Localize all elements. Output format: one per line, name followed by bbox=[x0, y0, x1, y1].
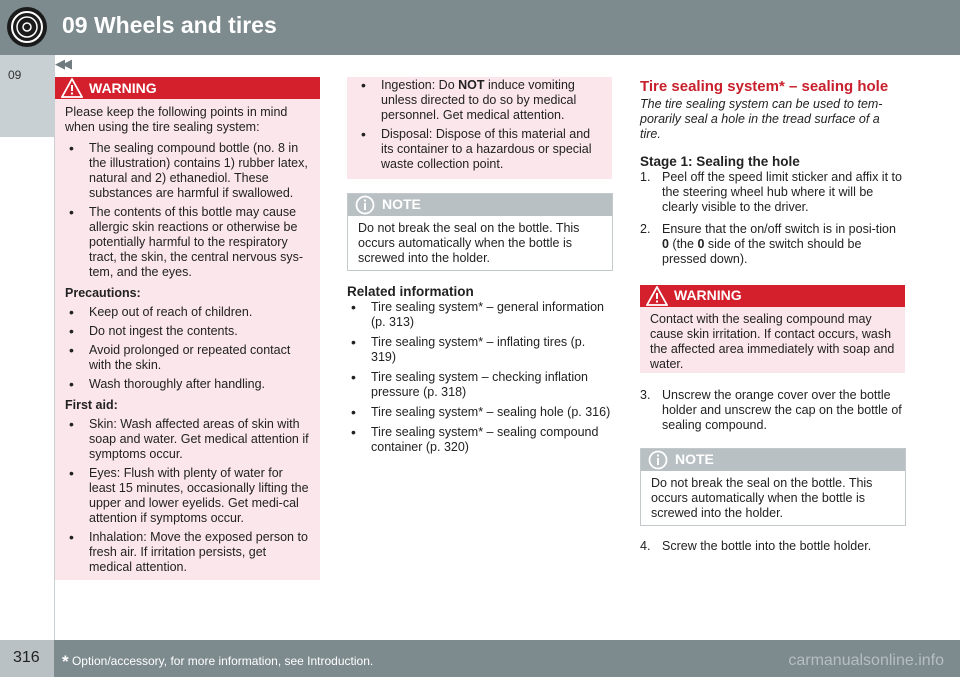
page-footer bbox=[0, 640, 960, 677]
info-icon bbox=[354, 195, 376, 215]
steps-list-a bbox=[640, 170, 905, 267]
list-item: • Keep out of reach of children. bbox=[65, 305, 310, 320]
list-item: • The sealing compound bottle (no. 8 in the illustration) contains 1) rubber latex, natural and 2) ethanediol. These substances are harmful if swallowed. bbox=[65, 141, 310, 201]
warning-text: Contact with the sealing compound may cause skin irritation. If contact occurs, wash the affected area immediately with soap and water. bbox=[650, 312, 895, 371]
warning-continuation-box bbox=[347, 77, 612, 179]
list-item: • Disposal: Dispose of this material and its container to a hazardous or special waste collection point. bbox=[357, 127, 602, 172]
list-item: • Eyes: Flush with plenty of water for least 15 minutes, occasionally lifting the upper and lower eyelids. Get medi-cal attention if symptoms occur. bbox=[65, 466, 310, 526]
note-heading: NOTE bbox=[675, 451, 714, 467]
step-item: 4. Screw the bottle into the bottle holder. bbox=[640, 539, 872, 553]
warning-intro: Please keep the following points in mind when using the tire sealing system: bbox=[65, 105, 288, 134]
warning-heading: WARNING bbox=[674, 287, 742, 303]
stage-heading: Stage 1: Sealing the hole bbox=[640, 154, 800, 169]
list-item: • Skin: Wash affected areas of skin with soap and water. Get medical attention if symptoms occur. bbox=[65, 417, 310, 462]
warning-triangle-icon bbox=[61, 78, 83, 98]
side-tab-label: 09 bbox=[8, 68, 22, 82]
step-item: 3. Unscrew the orange cover over the bottle holder and unscrew the cap on the bottle of sealing compound. bbox=[640, 388, 902, 432]
related-link[interactable]: • Tire sealing system* – general information (p. 313) bbox=[347, 300, 612, 330]
list-item: • The contents of this bottle may cause allergic skin reactions or otherwise be potentially harmful to the respiratory tract, the skin, the central nervous sys-tem, and the eyes. bbox=[65, 205, 310, 280]
first-aid-list bbox=[65, 417, 310, 575]
related-link[interactable]: • Tire sealing system* – sealing hole (p. 316) bbox=[347, 405, 612, 420]
note-heading: NOTE bbox=[382, 196, 421, 212]
warning-bullets bbox=[65, 141, 310, 280]
left-warning-box bbox=[55, 77, 320, 580]
related-link[interactable]: • Tire sealing system* – inflating tires (p. 319) bbox=[347, 335, 612, 365]
list-item: • Wash thoroughly after handling. bbox=[65, 377, 310, 392]
list-item: • Inhalation: Move the exposed person to fresh air. If irritation persists, get medical attention. bbox=[65, 530, 310, 575]
chapter-side-tab bbox=[0, 55, 54, 137]
precautions-list bbox=[65, 305, 310, 392]
related-link[interactable]: • Tire sealing system – checking inflation pressure (p. 318) bbox=[347, 370, 612, 400]
warning-continuation-list bbox=[347, 77, 612, 172]
warning-triangle-icon bbox=[646, 286, 668, 306]
related-link[interactable]: • Tire sealing system* – sealing compound container (p. 320) bbox=[347, 425, 612, 455]
list-item: • Ingestion: Do NOT induce vomiting unless directed to do so by medical personnel. Get medical attention. bbox=[357, 78, 602, 123]
info-icon bbox=[647, 450, 669, 470]
step-item: 2. Ensure that the on/off switch is in posi-tion 0 (the 0 side of the switch should be pressed down). bbox=[640, 222, 896, 266]
note-header bbox=[641, 449, 905, 471]
note-header bbox=[348, 194, 612, 216]
middle-note-box bbox=[347, 193, 613, 271]
steps-list-c bbox=[640, 539, 905, 554]
right-note-box bbox=[640, 448, 906, 526]
list-item: • Do not ingest the contents. bbox=[65, 324, 310, 339]
page-number: 316 bbox=[13, 649, 40, 666]
related-heading: Related information bbox=[347, 284, 474, 299]
page-number-tab bbox=[0, 640, 54, 677]
watermark: carmanualsonline.info bbox=[788, 652, 944, 669]
wheel-logo-icon bbox=[7, 7, 47, 47]
list-item: • Avoid prolonged or repeated contact with the skin. bbox=[65, 343, 310, 373]
footer-note: * Option/accessory, for more information, see Introduction. bbox=[62, 652, 374, 671]
continuation-mark: ◀◀ bbox=[55, 56, 69, 71]
page-header bbox=[0, 0, 960, 55]
warning-heading: WARNING bbox=[89, 80, 157, 96]
note-text: Do not break the seal on the bottle. This occurs automatically when the bottle is screwed into the holder. bbox=[651, 476, 873, 520]
note-text: Do not break the seal on the bottle. This occurs automatically when the bottle is screwed into the holder. bbox=[358, 221, 580, 265]
warning-header bbox=[55, 77, 320, 99]
step-item: 1. Peel off the speed limit sticker and affix it to the steering wheel hub where it will be clearly visible to the driver. bbox=[640, 170, 902, 214]
precautions-label: Precautions: bbox=[65, 286, 141, 300]
section-intro: The tire sealing system can be used to tem-porarily seal a hole in the tread surface of a tire. bbox=[640, 97, 883, 141]
first-aid-label: First aid: bbox=[65, 398, 118, 412]
steps-list-b bbox=[640, 388, 905, 433]
warning-header bbox=[640, 285, 905, 307]
chapter-title: 09 Wheels and tires bbox=[62, 12, 277, 38]
section-heading: Tire sealing system* – sealing hole bbox=[640, 78, 889, 95]
related-list bbox=[347, 300, 612, 460]
right-warning-box bbox=[640, 285, 905, 373]
